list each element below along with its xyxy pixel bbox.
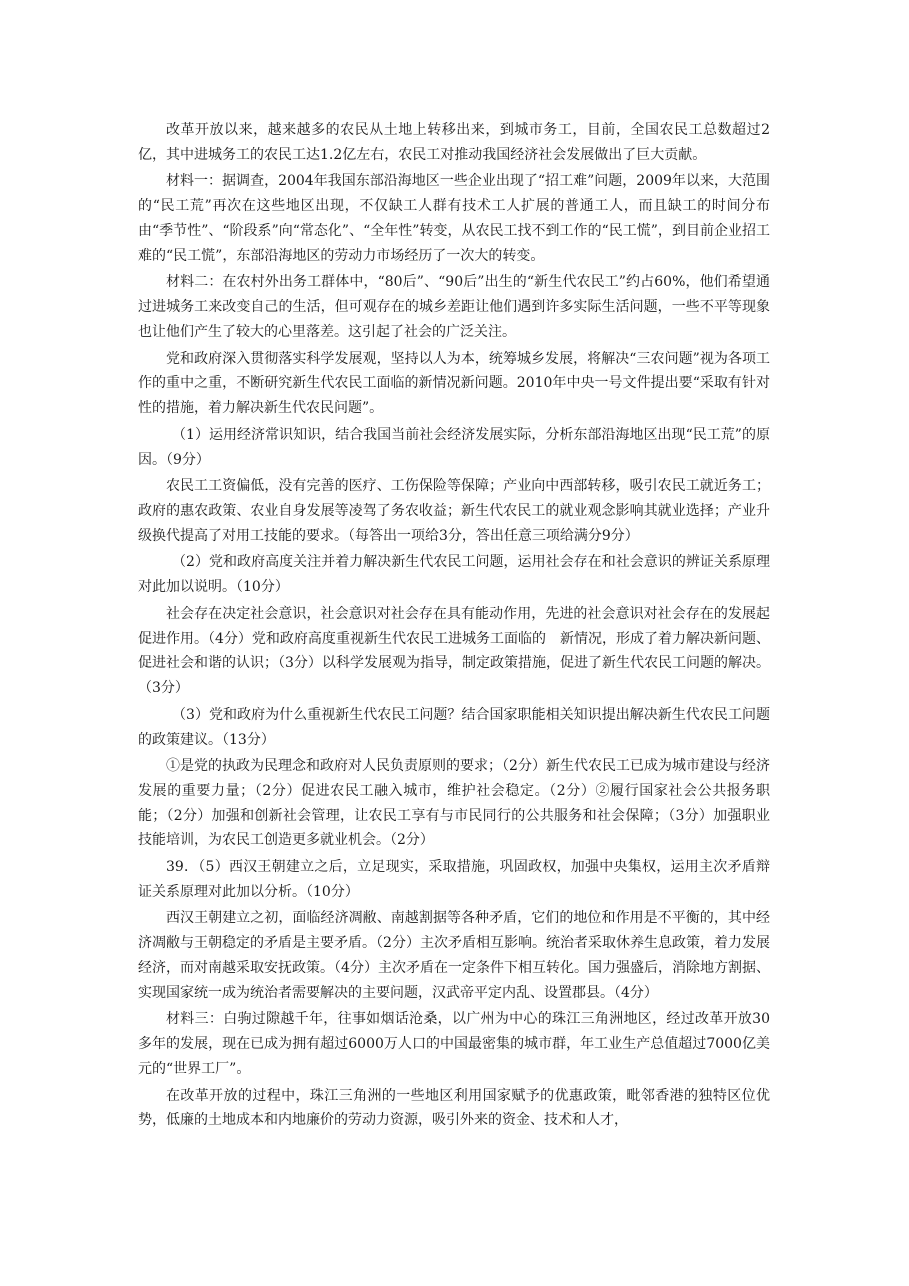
question-39-5: 39．（5）西汉王朝建立之后，立足现实，采取措施，巩固政权，加强中央集权，运用主次矛盾辩证关系原理对此加以分析。（10分）: [138, 859, 770, 900]
intro-paragraph: 改革开放以来，越来越多的农民从土地上转移出来，到城市务工，目前，全国农民工总数超过2亿，其中进城务工的农民工达1.2亿左右，农民工对推动我国经济社会发展做出了巨大贡献。: [138, 122, 770, 163]
material-one-paragraph: 材料一：据调查，2004年我国东部沿海地区一些企业出现了“招工难”问题，2009年以来，大范围的“民工荒”再次在这些地区出现，不仅缺工人群有技术工人扩展的普通工人，而且缺工的时间分布由“季节性”、“阶段系”向“常态化”、“全年性”转变，从农民工找不到工作的“民工慌”，到目前企业招工难的“民工慌”，东部沿海地区的劳动力市场经历了一次大的转变。: [138, 173, 770, 264]
answer-39-5: 西汉王朝建立之初，面临经济凋敝、南越割据等各种矛盾，它们的地位和作用是不平衡的，其中经济凋敝与王朝稳定的矛盾是主要矛盾。（2分）主次矛盾相互影响。统治者采取休养生息政策，着力发展经济，而对南越采取安抚政策。（4分）主次矛盾在一定条件下相互转化。国力强盛后，消除地方割据、实现国家统一成为统治者需要解决的主要问题，汉武帝平定内乱、设置郡县。（4分）: [138, 910, 770, 1001]
answer-2: 社会存在决定社会意识，社会意识对社会存在具有能动作用，先进的社会意识对社会存在的发展起促进作用。（4分）党和政府高度重视新生代农民工进城务工面临的 新情况，形成了着力解决新问题、促进社会和谐的认识；（3分）以科学发展观为指导，制定政策措施，促进了新生代农民工问题的解决。（3分）: [138, 605, 770, 697]
answer-3: ①是党的执政为民理念和政府对人民负责原则的要求；（2分）新生代农民工已成为城市建设与经济发展的重要力量；（2分）促进农民工融入城市，维护社会稳定。（2分）②履行国家社会公共报务职能；（2分）加强和创新社会管理，让农民工享有与市民同行的公共服务和社会保障；（3分）加强职业技能培训，为农民工创造更多就业机会。（2分）: [138, 758, 770, 849]
material-two-paragraph: 材料二：在农村外出务工群体中，“80后”、“90后”出生的“新生代农民工”约占60%，他们希望通过进城务工来改变自己的生活，但可观存在的城乡差距让他们遇到许多实际生活问题，一些不平等现象也让他们产生了较大的心里落差。这引起了社会的广泛关注。: [138, 274, 770, 340]
document-body: [138, 118, 770, 1135]
question-3: （3）党和政府为什么重视新生代农民工问题？结合国家职能相关知识提出解决新生代农民工问题的政策建议。（13分）: [138, 706, 770, 748]
question-2: （2）党和政府高度关注并着力解决新生代农民工问题，运用社会存在和社会意识的辨证关系原理对此加以说明。（10分）: [138, 554, 770, 596]
policy-paragraph: 党和政府深入贯彻落实科学发展观，坚持以人为本，统筹城乡发展，将解决“三农问题”视为各项工作的重中之重，不断研究新生代农民工面临的新情况新问题。2010年中央一号文件提出要“采取有针对性的措施，着力解决新生代农民问题”。: [138, 350, 770, 417]
answer-1: 农民工工资偏低，没有完善的医疗、工伤保险等保障；产业向中西部转移，吸引农民工就近务工；政府的惠农政策、农业自身发展等凌驾了务农收益；新生代农民工的就业观念影响其就业选择；产业升级换代提高了对用工技能的要求。（每答出一项给3分，答出任意三项给满分9分）: [138, 478, 770, 544]
question-1: （1）运用经济常识知识，结合我国当前社会经济发展实际，分析东部沿海地区出现“民工荒”的原因。（9分）: [138, 426, 770, 468]
pearl-river-delta-paragraph: 在改革开放的过程中，珠江三角洲的一些地区利用国家赋予的优惠政策，毗邻香港的独特区位优势，低廉的土地成本和内地廉价的劳动力资源，吸引外来的资金、技术和人才，: [138, 1087, 770, 1129]
material-three-paragraph: 材料三：白驹过隙越千年，往事如烟话沧桑，以广州为中心的珠江三角洲地区，经过改革开放30多年的发展，现在已成为拥有超过6000万人口的中国最密集的城市群，年工业生产总值超过7000亿美元的“世界工厂”。: [138, 1011, 770, 1078]
